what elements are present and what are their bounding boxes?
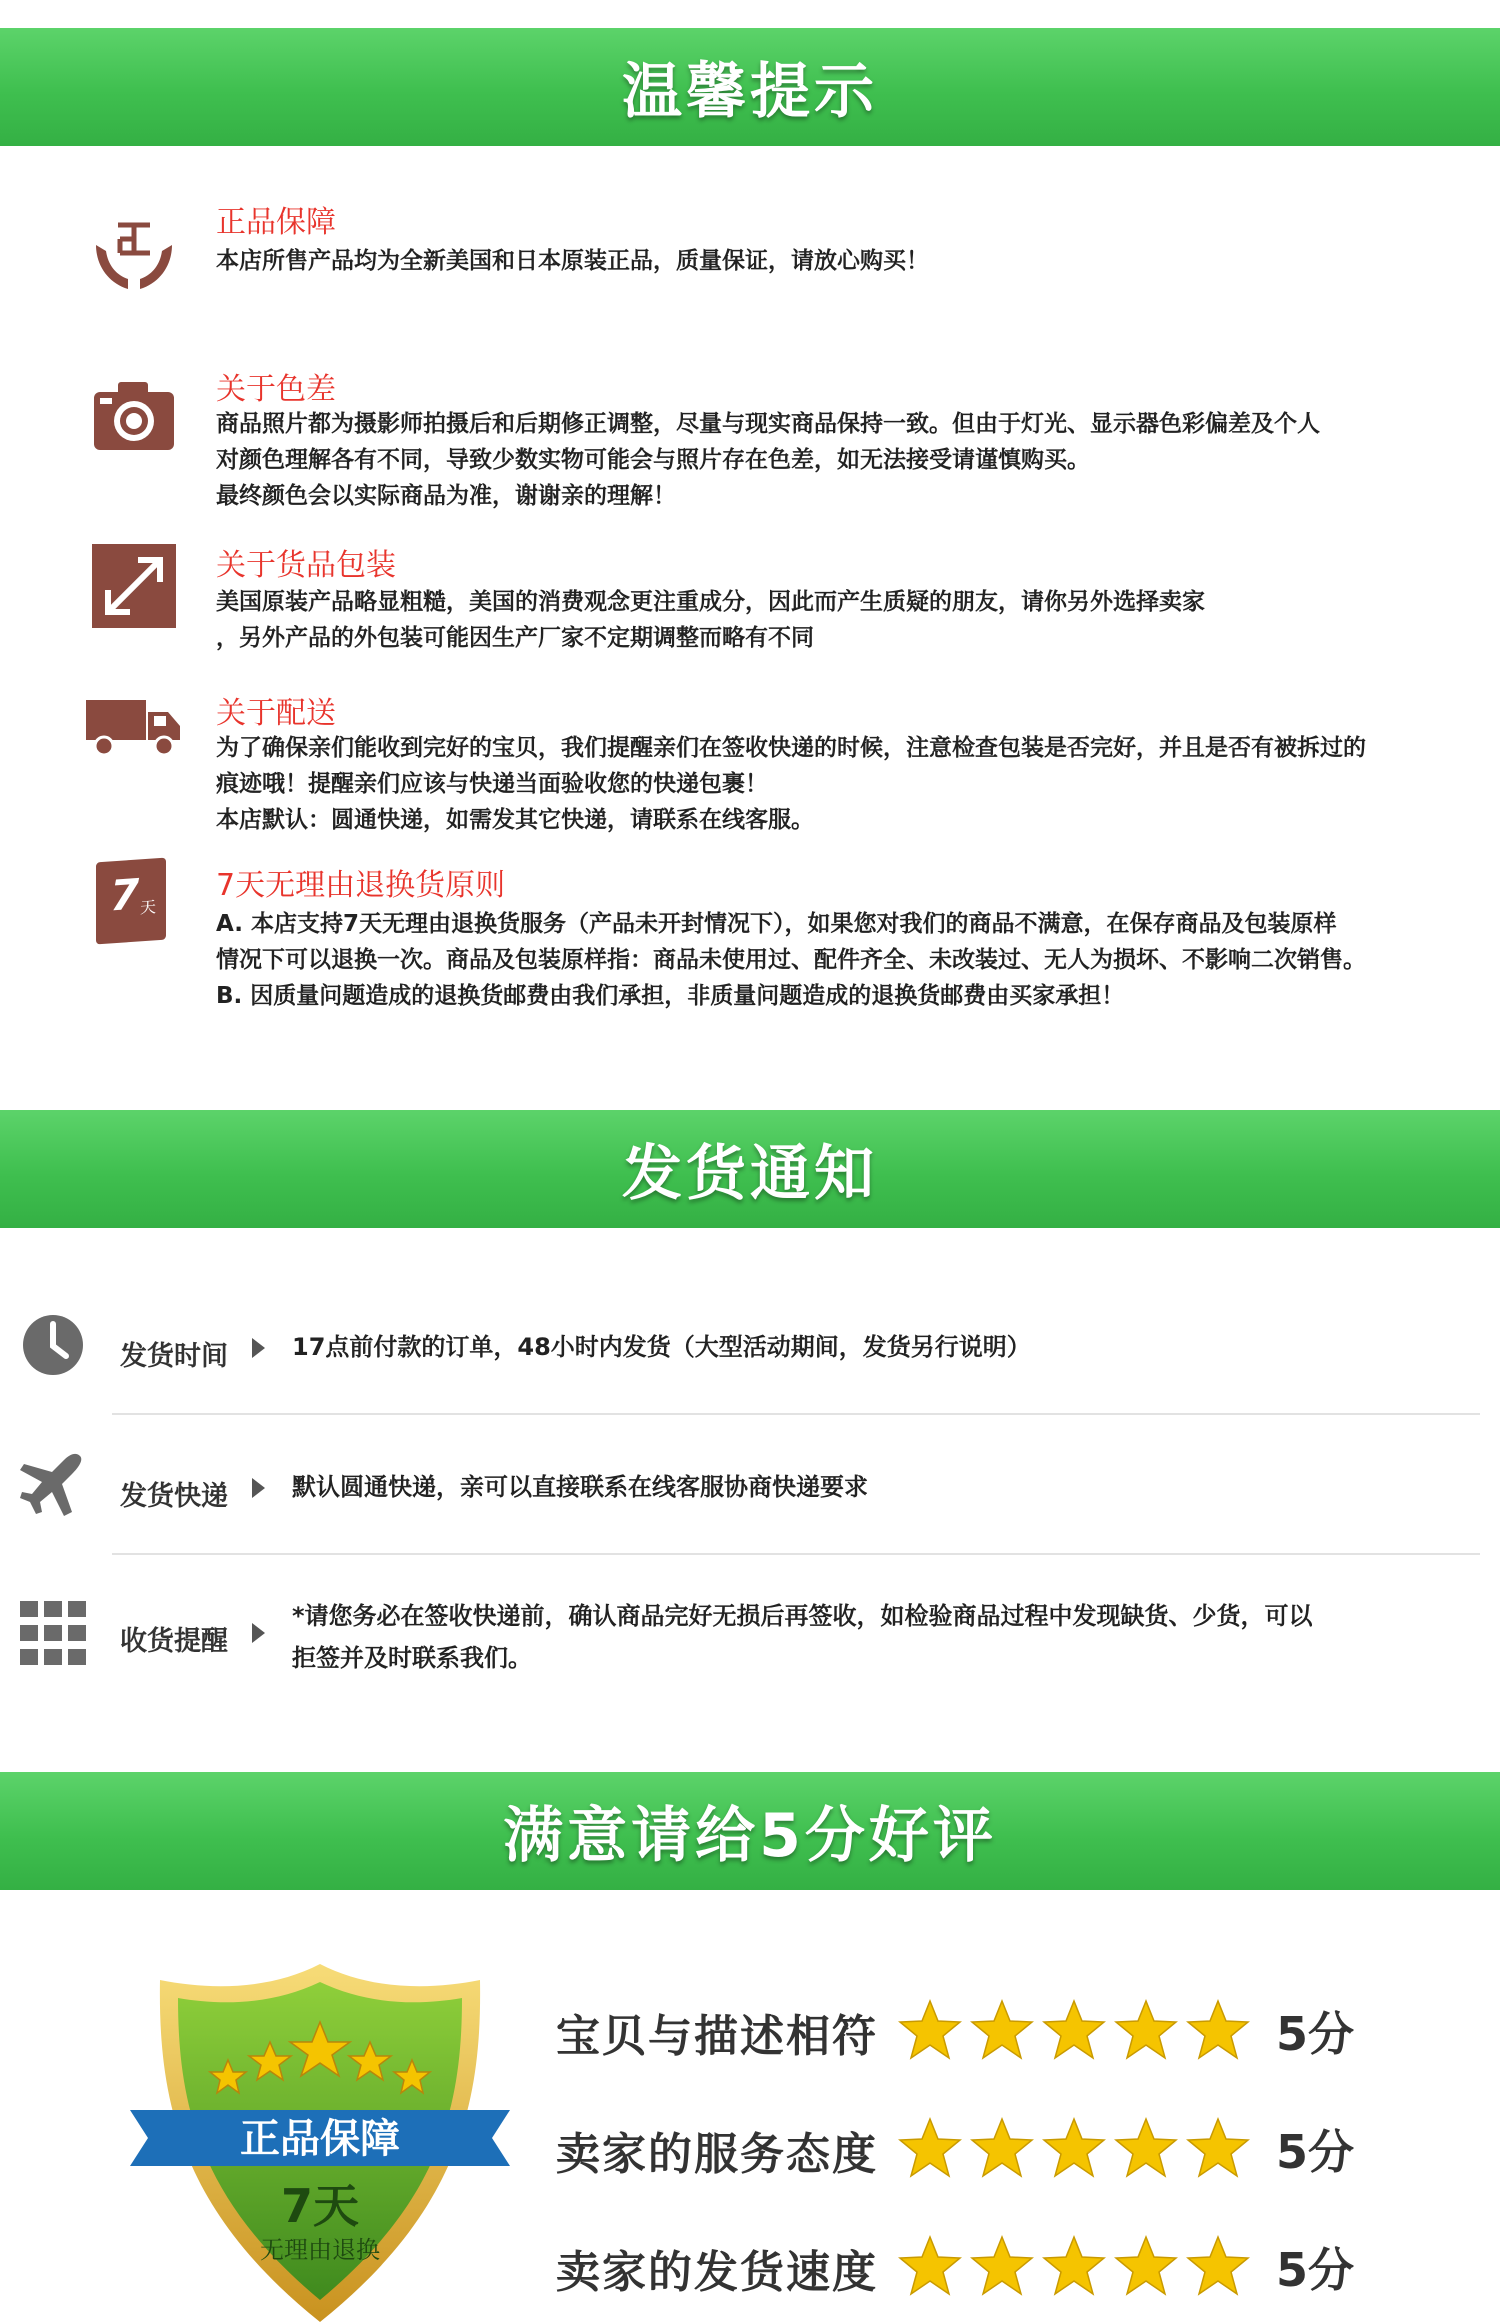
shipping-line: 17点前付款的订单，48小时内发货（大型活动期间，发货另行说明） — [292, 1333, 1031, 1361]
tip-line: 本店所售产品均为全新美国和日本原装正品，质量保证，请放心购买！ — [216, 248, 929, 274]
camera-icon — [88, 370, 180, 462]
tip-body — [216, 730, 1466, 838]
shipping-line: *请您务必在签收快递前，确认商品完好无损后再签收，如检验商品过程中发现缺货、少货，可以 — [292, 1602, 1313, 1630]
shipping-label: 发货快递 — [120, 1481, 228, 1512]
badge-days-text: 7天 — [280, 2179, 360, 2233]
grid-icon — [18, 1599, 88, 1669]
shipping-line: 拒签并及时联系我们。 — [292, 1644, 532, 1672]
shipping-banner — [0, 1110, 1500, 1228]
tip-line: 痕迹哦！提醒亲们应该与快递当面验收您的快递包裹！ — [216, 771, 768, 797]
rating-stars — [898, 1990, 1258, 2070]
airplane-icon — [18, 1450, 88, 1520]
rating-stars — [898, 2226, 1258, 2306]
divider — [112, 1413, 1480, 1415]
shipping-row-courier — [0, 1450, 1500, 1580]
tip-line: ，另外产品的外包装可能因生产厂家不定期调整而略有不同 — [216, 625, 814, 651]
tip-title: 正品保障 — [216, 205, 336, 240]
genuine-shield-badge — [120, 1960, 520, 2322]
rating-row — [556, 2108, 1436, 2188]
star-icon — [970, 2234, 1034, 2298]
clock-icon — [18, 1310, 88, 1380]
tip-line: B. 因质量问题造成的退换货邮费由我们承担，非质量问题造成的退换货邮费由买家承担！ — [216, 983, 1125, 1009]
tips-banner — [0, 28, 1500, 146]
tip-body — [216, 584, 1466, 656]
star-icon — [898, 1998, 962, 2062]
star-icon — [898, 2116, 962, 2180]
tip-body — [216, 406, 1466, 514]
rating-label: 宝贝与描述相符 — [556, 2011, 878, 2062]
rating-score: 5分 — [1276, 2243, 1355, 2297]
star-icon — [1114, 2234, 1178, 2298]
tip-line: A. 本店支持7天无理由退换货服务（产品未开封情况下），如果您对我们的商品不满意，在保存商品及包装原样 — [216, 911, 1337, 937]
tip-body — [216, 243, 1466, 279]
chevron-right-icon — [252, 1623, 265, 1643]
rating-stars — [898, 2108, 1258, 2188]
tip-title: 关于货品包装 — [216, 548, 396, 583]
tip-body — [216, 906, 1466, 1014]
tip-line: 商品照片都为摄影师拍摄后和后期修正调整，尽量与现实商品保持一致。但由于灯光、显示器色彩偏差及个人 — [216, 411, 1320, 437]
star-icon — [898, 2234, 962, 2298]
shipping-label: 发货时间 — [120, 1341, 228, 1372]
tip-line: 情况下可以退换一次。商品及包装原样指：商品未使用过、配件齐全、未改装过、无人为损坏、不影响二次销售。 — [216, 947, 1366, 973]
tips-banner-title: 温馨提示 — [622, 57, 878, 127]
seven-day-number: 7 — [110, 869, 140, 921]
star-icon — [1042, 2234, 1106, 2298]
chevron-right-icon — [252, 1338, 265, 1358]
tip-line: 对颜色理解各有不同，导致少数实物可能会与照片存在色差，如无法接受请谨慎购买。 — [216, 447, 1090, 473]
shipping-banner-title: 发货通知 — [622, 1139, 878, 1209]
star-icon — [1042, 2116, 1106, 2180]
shipping-text — [292, 1326, 1462, 1368]
tip-line: 为了确保亲们能收到完好的宝贝，我们提醒亲们在签收快递的时候，注意检查包装是否完好，并且是否有被拆过的 — [216, 735, 1366, 761]
tip-line: 美国原装产品略显粗糙，美国的消费观念更注重成分，因此而产生质疑的朋友，请你另外选择卖家 — [216, 589, 1205, 615]
star-icon — [1114, 1998, 1178, 2062]
rating-score: 5分 — [1276, 2007, 1355, 2061]
shipping-text — [292, 1466, 1462, 1508]
shipping-text — [292, 1595, 1462, 1679]
genuine-hands-icon — [88, 205, 180, 297]
shipping-row-time — [0, 1310, 1500, 1440]
tip-line: 最终颜色会以实际商品为准，谢谢亲的理解！ — [216, 483, 676, 509]
rating-row — [556, 2226, 1436, 2306]
rating-label: 卖家的发货速度 — [556, 2247, 878, 2298]
tip-line: 本店默认：圆通快递，如需发其它快递，请联系在线客服。 — [216, 807, 814, 833]
badge-ribbon-text: 正品保障 — [240, 2116, 400, 2162]
truck-icon — [84, 682, 184, 774]
badge-subtext: 无理由退换 — [260, 2236, 380, 2264]
rating-banner — [0, 1772, 1500, 1890]
shipping-line: 默认圆通快递，亲可以直接联系在线客服协商快递要求 — [292, 1473, 868, 1501]
rating-score: 5分 — [1276, 2125, 1355, 2179]
rating-row — [556, 1990, 1436, 2070]
star-icon — [1186, 2116, 1250, 2180]
seven-day-icon — [96, 858, 166, 945]
star-icon — [1186, 1998, 1250, 2062]
shipping-label: 收货提醒 — [120, 1626, 228, 1657]
star-icon — [970, 2116, 1034, 2180]
rating-label: 卖家的服务态度 — [556, 2129, 878, 2180]
tip-title: 关于色差 — [216, 372, 336, 407]
divider — [112, 1553, 1480, 1555]
chevron-right-icon — [252, 1478, 265, 1498]
tip-title: 7天无理由退换货原则 — [216, 868, 506, 903]
star-icon — [1114, 2116, 1178, 2180]
seven-day-unit: 天 — [140, 897, 157, 918]
star-icon — [1042, 1998, 1106, 2062]
star-icon — [1186, 2234, 1250, 2298]
shipping-row-receipt — [0, 1595, 1500, 1725]
resize-arrow-icon — [88, 540, 180, 632]
rating-banner-title: 满意请给5分好评 — [503, 1801, 997, 1871]
star-icon — [970, 1998, 1034, 2062]
tip-title: 关于配送 — [216, 696, 336, 731]
